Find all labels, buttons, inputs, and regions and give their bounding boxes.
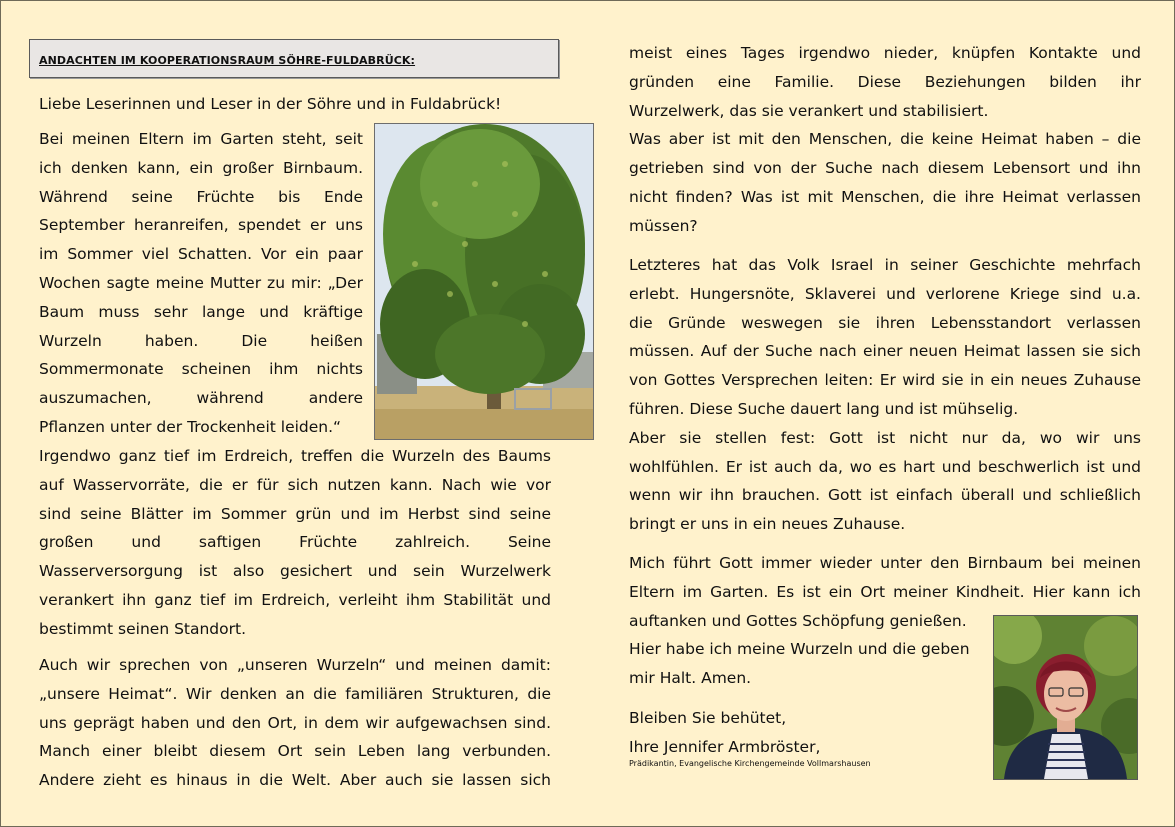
text-line: von Gottes Versprechen leiten: Er wird sie in ein neues Zuhause: [629, 371, 1141, 390]
text-line: verankert ihn ganz tief im Erdreich, verleiht ihm Stabilität und: [39, 590, 551, 609]
text-line: Wasserversorgung ist also gesichert und sein Wurzelwerk: [39, 562, 551, 581]
text-line: sind seine Blätter im Sommer grün und im Herbst sind seine: [39, 504, 551, 523]
text-line: im Sommer viel Schatten. Vor ein paar: [39, 245, 363, 264]
text-line: wohlfühlen. Er ist auch da, wo es hart und beschwerlich ist und: [629, 457, 1141, 476]
text-line: großen und saftigen Früchte zahlreich. Seine: [39, 533, 551, 552]
paragraph-2: [39, 651, 551, 795]
paragraph-1-wrapped: [39, 125, 363, 442]
text-line: müssen. Auf der Suche nach einer neuen Heimat lassen sie sich: [629, 342, 1141, 361]
text-line: Bei meinen Eltern im Garten steht, seit: [39, 130, 363, 148]
text-line: wenn wir ihn brauchen. Gott ist einfach überall und schließlich: [629, 486, 1141, 505]
text-line: getrieben sind von der Suche nach diesem Lebensort und ihn: [629, 159, 1141, 178]
text-line: Wurzelwerk, das sie verankert und stabilisiert.: [629, 101, 989, 120]
text-line: Eltern im Garten. Es ist ein Ort meiner Kindheit. Hier kann ich: [629, 582, 1141, 601]
right-paragraph-1: [629, 39, 1141, 241]
text-line: Hier habe ich meine Wurzeln und die geben: [629, 640, 970, 659]
closing-line: Ihre Jennifer Armbröster,: [629, 737, 821, 756]
text-line: Sommermonate scheinen ihm nichts: [39, 360, 363, 379]
text-line: Während seine Früchte bis Ende: [39, 187, 363, 206]
text-line: müssen?: [629, 216, 698, 235]
right-paragraph-2: [629, 251, 1141, 539]
pear-tree-illustration: [375, 124, 593, 439]
text-line: die Gründe weswegen sie ihren Lebensstandort verlassen: [629, 313, 1141, 332]
text-line: führen. Diese Suche dauert lang und ist mühselig.: [629, 399, 1019, 418]
text-line: Irgendwo ganz tief im Erdreich, treffen die Wurzeln des Baums: [39, 447, 551, 465]
greeting-text: Liebe Leserinnen und Leser in der Söhre und in Fuldabrück!: [39, 95, 502, 113]
text-line: Pflanzen unter der Trockenheit leiden.“: [39, 417, 342, 436]
greeting: [39, 90, 551, 119]
text-line: nicht finden? Was ist mit Menschen, die ihre Heimat verlassen: [629, 187, 1141, 206]
text-line: Baum muss sehr lange und kräftige: [39, 302, 363, 321]
author-portrait-photo: [993, 615, 1138, 780]
text-line: auf Wasservorräte, die er für sich nutzen kann. Nach wie vor: [39, 475, 551, 494]
text-line: bestimmt seinen Standort.: [39, 619, 247, 638]
section-header: [29, 39, 559, 78]
text-line: erlebt. Hungersnöte, Sklaverei und verlorene Kriege sind u.a.: [629, 284, 1141, 303]
text-line: „unsere Heimat“. Wir denken an die familiären Strukturen, die: [39, 684, 551, 703]
text-line: meist eines Tages irgendwo nieder, knüpfen Kontakte und: [629, 44, 1141, 62]
text-line: gründen eine Familie. Diese Beziehungen bilden ihr: [629, 72, 1141, 91]
paragraph-1-full: [39, 442, 551, 644]
text-line: Was aber ist mit den Menschen, die keine Heimat haben – die: [629, 130, 1141, 149]
text-line: Andere zieht es hinaus in die Welt. Aber auch sie lassen sich: [39, 771, 551, 790]
text-line: mir Halt. Amen.: [629, 669, 752, 688]
pear-tree-photo: [374, 123, 594, 440]
text-line: auftanken und Gottes Schöpfung genießen.: [629, 611, 967, 630]
text-line: Aber sie stellen fest: Gott ist nicht nur da, wo wir uns: [629, 428, 1141, 447]
closing: [629, 704, 989, 762]
text-line: uns geprägt haben und den Ort, in dem wir aufgewachsen sind.: [39, 713, 551, 732]
portrait-illustration: [994, 616, 1137, 779]
text-line: Mich führt Gott immer wieder unter den Birnbaum bei meinen: [629, 554, 1141, 572]
text-line: Wurzeln haben. Die heißen: [39, 331, 363, 350]
text-line: bringt er uns in ein neues Zuhause.: [629, 515, 906, 534]
section-title: ANDACHTEN IM KOOPERATIONSRAUM SÖHRE-FULDABRÜCK:: [39, 54, 416, 67]
text-line: ich denken kann, ein großer Birnbaum.: [39, 158, 363, 177]
text-line: auszumachen, während andere: [39, 389, 363, 408]
text-line: September heranreifen, spendet er uns: [39, 216, 363, 235]
closing-line: Bleiben Sie behütet,: [629, 709, 787, 727]
text-line: Wochen sagte meine Mutter zu mir: „Der: [39, 273, 363, 292]
text-line: Manch einer bleibt diesem Ort sein Leben lang verbunden.: [39, 742, 551, 761]
text-line: Letzteres hat das Volk Israel in seiner Geschichte mehrfach: [629, 256, 1141, 274]
author-caption: Prädikantin, Evangelische Kirchengemeinde Vollmarshausen: [629, 759, 871, 768]
text-line: Auch wir sprechen von „unseren Wurzeln“ und meinen damit:: [39, 656, 551, 674]
